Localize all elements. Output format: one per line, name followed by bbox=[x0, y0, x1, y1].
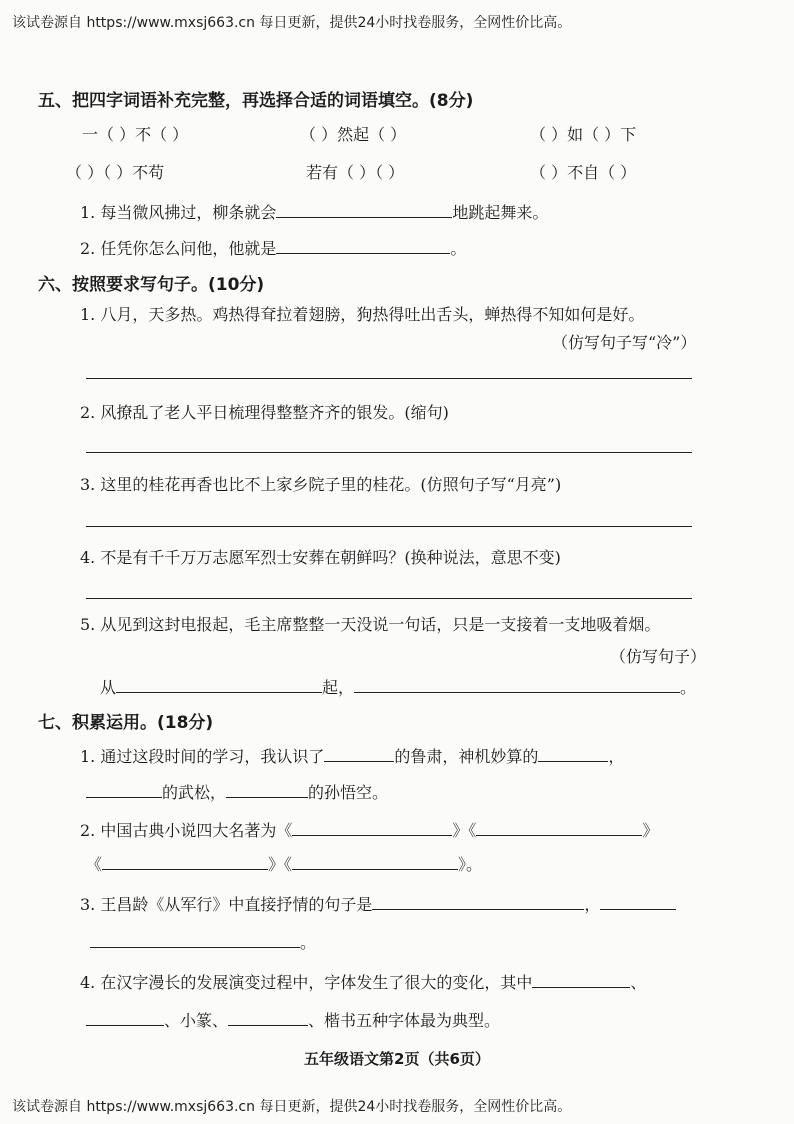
s6-question-2: 2. 风撩乱了老人平日梳理得整整齐齐的银发。(缩句) bbox=[80, 403, 449, 422]
s7-q3-blank-3[interactable] bbox=[90, 932, 300, 948]
s7-q1-blank-2[interactable] bbox=[538, 746, 608, 762]
s6-question-5: 5. 从见到这封电报起，毛主席整整一天没说一句话，只是一支接着一支地吸着烟。 bbox=[80, 615, 661, 634]
s7-question-1-line-2 bbox=[86, 780, 388, 803]
s6-q3-answer-line[interactable] bbox=[86, 526, 692, 527]
s5-q1-answer-blank[interactable] bbox=[276, 202, 452, 218]
s5-question-1 bbox=[80, 200, 548, 223]
s6-question-4: 4. 不是有千千万万志愿军烈士安葬在朝鲜吗？(换种说法，意思不变) bbox=[80, 548, 561, 567]
s7-q4-blank-1[interactable] bbox=[532, 972, 630, 988]
s7-question-2-line-1 bbox=[80, 818, 658, 841]
s7-q4-prefix: 4. 在汉字漫长的发展演变过程中，字体发生了很大的变化，其中 bbox=[80, 973, 533, 992]
s7-q3-prefix: 3. 王昌龄《从军行》中直接抒情的句子是 bbox=[80, 895, 373, 914]
s5-q2-prefix: 2. 任凭你怎么问他，他就是 bbox=[80, 239, 277, 258]
s7-q4-kaishu: 、楷书五种字体最为典型。 bbox=[308, 1011, 501, 1030]
s7-q3-comma: ， bbox=[584, 895, 601, 914]
s6-q5-from: 从 bbox=[100, 678, 117, 697]
s5-q1-suffix: 地跳起舞来。 bbox=[452, 203, 549, 222]
idiom-2: （ ）然起（ ） bbox=[300, 125, 407, 144]
s7-question-3-line-2 bbox=[90, 930, 316, 953]
s7-q1-comma: ， bbox=[608, 747, 625, 766]
s7-q2-blank-2[interactable] bbox=[476, 820, 642, 836]
s7-q1-wukong: 的孙悟空。 bbox=[308, 783, 389, 802]
s7-q2-pair-2: 》《 bbox=[268, 855, 293, 874]
s7-question-2-line-2 bbox=[86, 852, 482, 875]
idiom-5: 若有（ ）（ ） bbox=[306, 163, 405, 182]
s5-q2-answer-blank[interactable] bbox=[276, 238, 450, 254]
section-7-title: 七、积累运用。(18分) bbox=[38, 713, 214, 733]
s6-q4-answer-line[interactable] bbox=[86, 598, 692, 599]
s7-q1-blank-4[interactable] bbox=[226, 782, 308, 798]
s6-q5-fill-line bbox=[100, 675, 696, 698]
s7-question-4-line-2 bbox=[86, 1008, 500, 1031]
s7-question-1-line-1 bbox=[80, 744, 624, 767]
idiom-4: （ ）（ ）不苟 bbox=[66, 163, 165, 182]
s6-q5-note: （仿写句子） bbox=[610, 647, 707, 666]
s7-q4-dun: 、 bbox=[630, 973, 647, 992]
s7-q2-prefix: 2. 中国古典小说四大名著为《 bbox=[80, 821, 293, 840]
s6-question-3: 3. 这里的桂花再香也比不上家乡院子里的桂花。(仿照句子写“月亮”) bbox=[80, 475, 562, 494]
s6-q1-answer-line[interactable] bbox=[86, 378, 692, 379]
s7-q2-pair-1: 》《 bbox=[452, 821, 477, 840]
s7-q2-blank-4[interactable] bbox=[292, 854, 458, 870]
s6-q2-answer-line[interactable] bbox=[86, 452, 692, 453]
s6-q5-end: 。 bbox=[680, 678, 697, 697]
s6-q1-note: （仿写句子写“冷”） bbox=[552, 333, 697, 352]
s7-q1-mid: 的鲁肃，神机妙算的 bbox=[394, 747, 539, 766]
idiom-3: （ ）如（ ）下 bbox=[530, 125, 637, 144]
s7-q1-prefix: 1. 通过这段时间的学习，我认识了 bbox=[80, 747, 325, 766]
source-banner-bottom: 该试卷源自 https://www.mxsj663.cn 每日更新，提供24小时找卷服务，全网性价比高。 bbox=[12, 1099, 572, 1115]
s7-q4-blank-2[interactable] bbox=[86, 1010, 164, 1026]
s7-q3-period: 。 bbox=[300, 933, 317, 952]
s7-q4-xiaozhuan: 、小篆、 bbox=[164, 1011, 229, 1030]
s7-q1-blank-3[interactable] bbox=[86, 782, 162, 798]
s5-q1-prefix: 1. 每当微风拂过，柳条就会 bbox=[80, 203, 277, 222]
s7-question-3-line-1 bbox=[80, 892, 676, 915]
s7-q1-wusong: 的武松， bbox=[162, 783, 227, 802]
s7-q3-blank-2[interactable] bbox=[600, 894, 676, 910]
s5-question-2 bbox=[80, 236, 466, 259]
source-banner-top: 该试卷源自 https://www.mxsj663.cn 每日更新，提供24小时找卷服务，全网性价比高。 bbox=[12, 15, 572, 31]
s7-q2-blank-3[interactable] bbox=[102, 854, 268, 870]
s7-question-4-line-1 bbox=[80, 970, 646, 993]
s5-q2-suffix: 。 bbox=[450, 239, 467, 258]
s6-question-1: 1. 八月，天多热。鸡热得耷拉着翅膀，狗热得吐出舌头，蝉热得不知如何是好。 bbox=[80, 305, 645, 324]
s7-q2-end: 》。 bbox=[458, 855, 483, 874]
page-number-footer: 五年级语文第2页（共6页） bbox=[304, 1050, 490, 1068]
s6-q5-blank-1[interactable] bbox=[116, 677, 322, 693]
s6-q5-qi: 起， bbox=[322, 678, 355, 697]
s7-q4-blank-3[interactable] bbox=[228, 1010, 308, 1026]
s7-q2-blank-1[interactable] bbox=[292, 820, 452, 836]
s7-q1-blank-1[interactable] bbox=[324, 746, 394, 762]
s7-q2-open-3: 《 bbox=[86, 855, 103, 874]
idiom-1: 一（ ）不（ ） bbox=[82, 125, 189, 144]
s7-q2-close-1: 》 bbox=[642, 821, 659, 840]
section-6-title: 六、按照要求写句子。(10分) bbox=[38, 275, 265, 295]
section-5-title: 五、把四字词语补充完整，再选择合适的词语填空。(8分) bbox=[38, 91, 474, 111]
s6-q5-blank-2[interactable] bbox=[354, 677, 680, 693]
s7-q3-blank-1[interactable] bbox=[372, 894, 584, 910]
idiom-6: （ ）不自（ ） bbox=[530, 163, 637, 182]
